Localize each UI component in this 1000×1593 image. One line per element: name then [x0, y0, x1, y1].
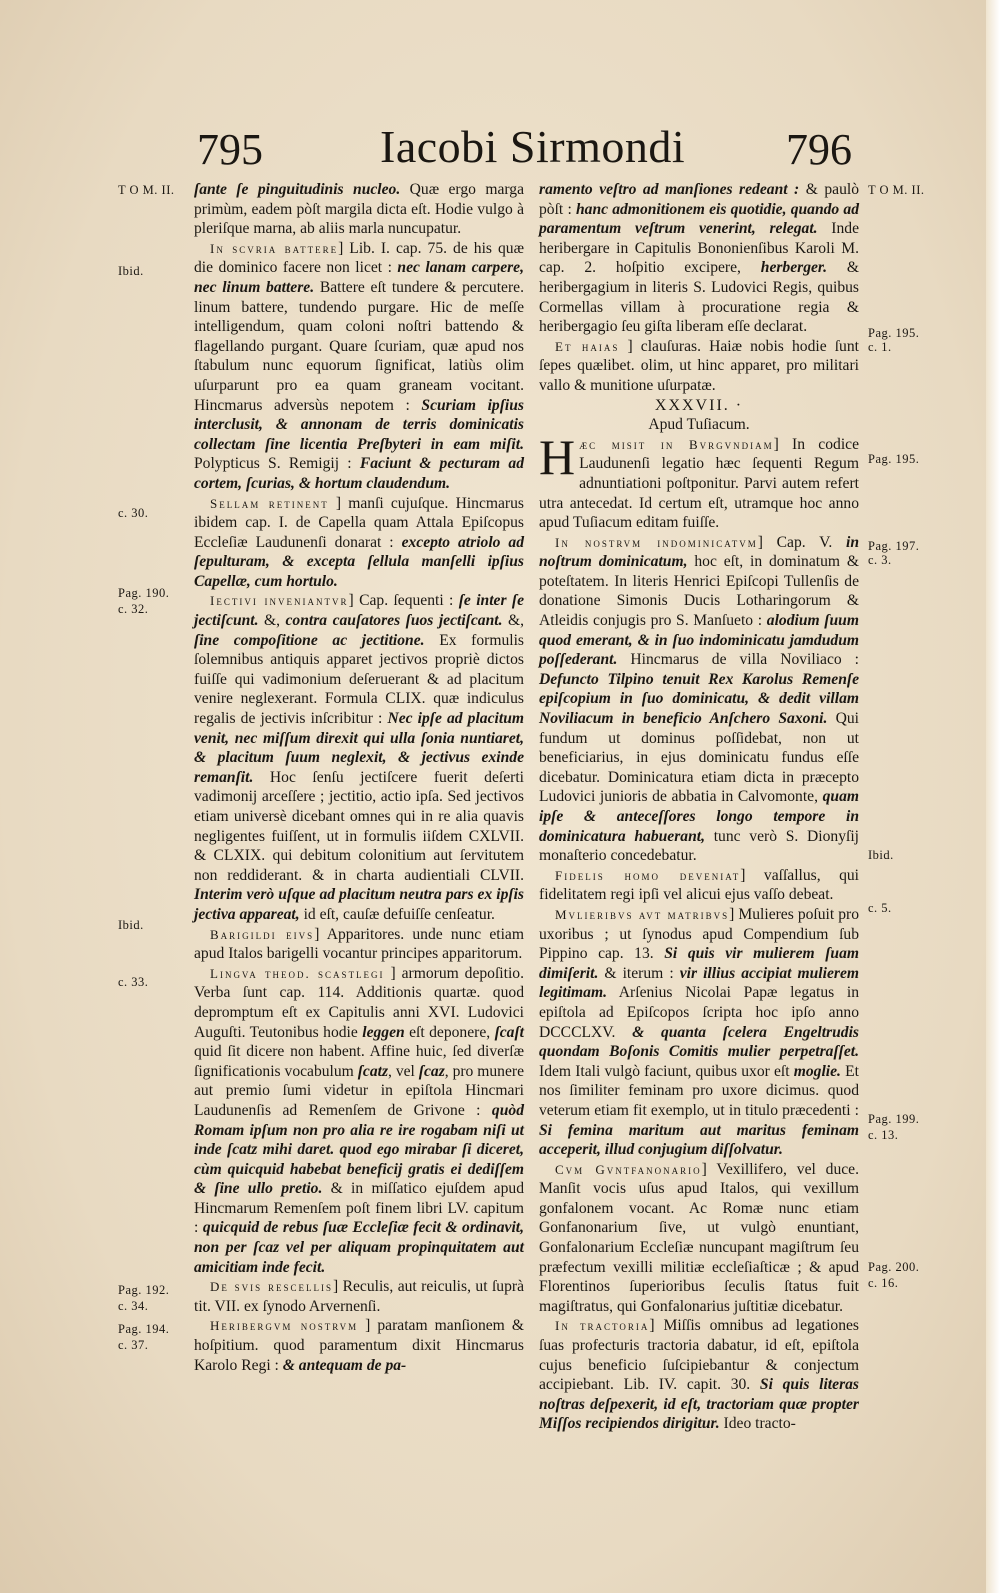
paragraph: Sellam retinent ] manſi cujuſque. Hincmarus ibidem cap. I. de Capella quam Attala Epiſcopus Eccleſiæ Laudunenſi donarat : excepto atriolo ad ſepulturam, & excepta ſellula manſelli ipſius Capellæ, cum hortulo. [194, 494, 525, 590]
page-number-left: 795 [197, 125, 263, 174]
margin-note: Pag. 199. [868, 1112, 920, 1126]
paragraph: Barigildi eivs] Apparitores. unde nunc etiam apud Italos barigelli vocantur principes apparitorum. [194, 925, 524, 963]
paragraph: ramento veſtro ad manſiones redeant : & paulò pòſt : hanc admonitionem eis quotidie, quando ad paramentum veſtrum venerint, relegat. Inde heribergare in Capitulis Bononienſibus Karoli M. cap. 2. hoſpitio excipere, herberger. & heribergagium in literis S. Ludovici Regis, quibus Cormellas villam à procuratione regia & heribergagio ſeu giſta liberam eſſe declarat. [539, 181, 860, 336]
paragraph: In tractoria] Miſſis omnibus ad legationes ſuas profecturis tractoria dabatur, id eſt, epiſtola cujus beneficio ſuſcipiebantur & conjectum accipiebant. Lib. IV. capit. 30. Si quis literas noſtras deſpexerit, id eſt, tractoriam quæ propter Miſſos recipiendos dirigitur. Ideo tracto- [539, 1317, 859, 1433]
margin-note: c. 37. [118, 1338, 149, 1352]
paragraph: ſante ſe pinguitudinis nucleo. Quæ ergo marga primùm, eadem pòſt margila dicta eſt. Hodie vulgo à pleriſque marna, ab aliis marla nuncupatur. [194, 181, 524, 238]
page-edge [986, 0, 1000, 1593]
margin-note: Pag. 195. [868, 452, 920, 466]
drop-cap: H [539, 428, 576, 485]
margin-note: Pag. 195. [868, 326, 920, 340]
margin-note: Ibid. [118, 264, 144, 278]
margin-note: T O M. II. [868, 183, 925, 197]
margin-note: c. 3. [868, 553, 892, 567]
paragraph: In scvria battere] Lib. I. cap. 75. de his quæ die dominico facere non licet : nec lanam carpere, nec linum battere. Battere eſt tundere & percutere. linum battere, tundendo purgare. Hic de meſſe intelligendum, quam coloni noſtri battendo & flagellando purgant. Quare ſcuriam, quæ apud nos ſtabulum nunc equorum ſignificat, latiùs olim uſurparunt pro ea quam graneam vocitant. Hincmarus adversùs nepotem : Scuriam ipſius interclusit, & annonam de terris dominicatis collectam ſine licentia Preſbyteri in eam miſit. Polypticus S. Remigij : Faciunt & pecturam ad cortem, ſcurias, & hortum claudendum. [194, 239, 524, 492]
chapter-title: Apud Tuſiacum. [648, 416, 750, 434]
margin-note: c. 16. [868, 1276, 899, 1290]
margin-note: c. 34. [118, 1299, 149, 1313]
running-title: Iacobi Sirmondi [380, 121, 686, 172]
margin-note: c. 33. [118, 975, 149, 989]
margin-note: c. 32. [118, 602, 149, 616]
margin-note: c. 1. [868, 340, 892, 354]
margin-note: Pag. 190. [118, 586, 170, 600]
margin-note: Ibid. [868, 848, 894, 862]
text-column-right [539, 180, 859, 1434]
page-number-right: 796 [786, 125, 852, 174]
paragraph: De svis rescellis] Reculis, aut reiculis, ut ſuprà tit. VII. ex ſynodo Arvernenſi. [194, 1278, 524, 1315]
paragraph: Fidelis homo deveniat] vaſſallus, qui fidelitatem regi ipſi vel alicui ejus vaſſo debeat. [539, 866, 859, 904]
paragraph: Mvlieribvs avt matribvs] Mulieres poſuit pro uxoribus ; ut ſynodus apud Compendium ſub Pippino cap. 13. Si quis vir mulierem ſuam dimiſerit. & iterum : vir illius accipiat mulierem legitimam. Arſenius Nicolai Papæ legatus in epiſtola ad Epiſcopos ſcripta hoc ipſo anno DCCCLXV. & quanta ſcelera Engeltrudis quondam Boſonis Comitis mulier perpetraſſet. Idem Itali vulgò faciunt, quibus uxor eſt moglie. Et nos ſimiliter feminam pro uxore dicimus. quod veterum etiam fit exemplo, ut in titulo præcedenti : Si femina maritum aut maritus feminam acceperit, illud conjugium diſſolvatur. [539, 905, 860, 1159]
paragraph: In nostrvm indominicatvm] Cap. V. in noſtrum dominicatum, hoc eſt, in dominatum & poteſtatem. In literis Henrici Epiſcopi Tullenſis de donatione Simonis Ducis Lotharingorum & Atleidis conjugis pro S. Manſueto : alodium ſuum quod emerant, & in ſuo indominicatu jamdudum poſſederant. Hincmarus de villa Noviliaco : Defuncto Tilpino tenuit Rex Karolus Remenſe epiſcopium in ſuo dominicatu, & dedit villam Noviliacum in beneficio Anſchero Saxoni. Qui fundum ut dominus poſſidebat, non ut beneficiarius, in ejus dominicatu fundus eſſe dicebatur. Dominicatura etiam dicta in præcepto Ludovici junioris de abbatia in Calvomonte, quam ipſe & anteceſſores longo tempore in dominicatura habuerant, tunc verò S. Dionyſij monaſterio concedebatur. [539, 533, 859, 865]
paragraph: Hæc misit in Bvrgvndiam] In codice Laudunenſi legatio hæc ſequenti Regum adnuntiationi poſtponitur. Parvi autem refert utra antecedat. Id certum eſt, utramque hoc anno apud Tuſiacum editam fuiſſe. [539, 428, 859, 532]
paragraph: Lingva theod. scastlegi ] armorum depoſitio. Verba ſunt cap. 114. Additionis quartæ. quod depromptum eſt ex Capitulis anni XVI. Ludovici Auguſti. Teutonibus hodie leggen eſt deponere, ſcaſt quid ſit dicere non habent. Affine huic, ſed diverſæ ſignificationis vocabulum ſcatz, vel ſcaz, pro munere aut premio ſumi videtur in epiſtola Hincmari Laudunenſis ad Remenſem de Grivone : quòd Romam ipſum non pro alia re ire rogabam niſi ut inde ſcatz mihi daret. quod ego mirabar ſi diceret, cùm quicquid habebat beneficij gratis ei dediſſem & ſine ullo pretio. & in miſſatico ejuſdem apud Hincmarum Remenſem poſt finem libri LV. capitum : quicquid de rebus ſuæ Eccleſiæ fecit & ordinavit, non per ſcaz vel per aliquam propinquitatem aut amicitiam inde fecit. [194, 964, 525, 1276]
paragraph: Iectivi inveniantvr] Cap. ſequenti : ſe inter ſe jectiſcunt. &, contra cauſatores ſuos jectiſcant. &, ſine compoſitione ac jectitione. Ex formulis ſolemnibus antiquis apparet jectivos propriè dictos fuiſſe qui vadimonium deſeruerant & ad placitum venire neglexerant. Formula CLIX. quæ indiculus regalis de jectivis inſcribitur : Nec ipſe ad placitum venit, nec miſſum direxit qui ulla ſonia nuntiaret, & placitum ſuum neglexit, & jectivus exinde remanſit. Hoc ſenſu jectiſcere fuerit deſerti vadimonij arceſſere ; jectitio, actio ipſa. Sed jectivos etiam universè dicebant omnes qui in re alia quavis negligentes fuiſſent, ut in formulis iiſdem CXLVII. & CLXIX. qui debitum colonitium aut ſervitutem non reddiderant. & in charta audientiali CLVII. Interim verò uſque ad placitum neutra pars ex ipſis jectiva appareat, id eſt, cauſæ defuiſſe cenſeatur. [194, 592, 525, 923]
chapter-number: XXXVII. · [654, 396, 744, 414]
paragraph: Et haias ] clauſuras. Haiæ nobis hodie ſunt ſepes quælibet. olim, ut hinc apparet, pro militari vallo & munitione uſurpatæ. [539, 337, 859, 394]
margin-note: T O M. II. [118, 183, 175, 197]
margin-note: c. 5. [868, 901, 892, 915]
paragraph: Cvm Gvntfanonario] Vexillifero, vel duce. Manſit vocis uſus apud Italos, qui vexillum gonfalonem vocant. Ac Romæ nunc etiam Gonfanonarium ſive, ut vulgò enuntiant, Gonfalonarium Eccleſiæ nuncupant magiſtrum ſeu præfectum vexilli militiæ eccleſiaſticæ ; & apud Florentinos ſuperioribus ſeculis ſtatus fuit magiſtratus, qui Gonfalonarius juſtitiæ dicebatur. [539, 1160, 859, 1315]
margin-note: Ibid. [118, 918, 144, 932]
margin-note: Pag. 200. [868, 1260, 920, 1274]
margin-note: Pag. 194. [118, 1322, 170, 1336]
margin-note: c. 13. [868, 1128, 899, 1142]
margin-note: Pag. 192. [118, 1283, 170, 1297]
margin-note: Pag. 197. [868, 539, 920, 553]
margin-note: c. 30. [118, 506, 149, 520]
page-header [0, 118, 1000, 178]
paragraph: Heribergvm nostrvm ] paratam manſionem & hoſpitium. quod paramentum dixit Hincmarus Karolo Regi : & antequam de pa- [194, 1317, 524, 1374]
text-column-left [194, 180, 524, 1375]
